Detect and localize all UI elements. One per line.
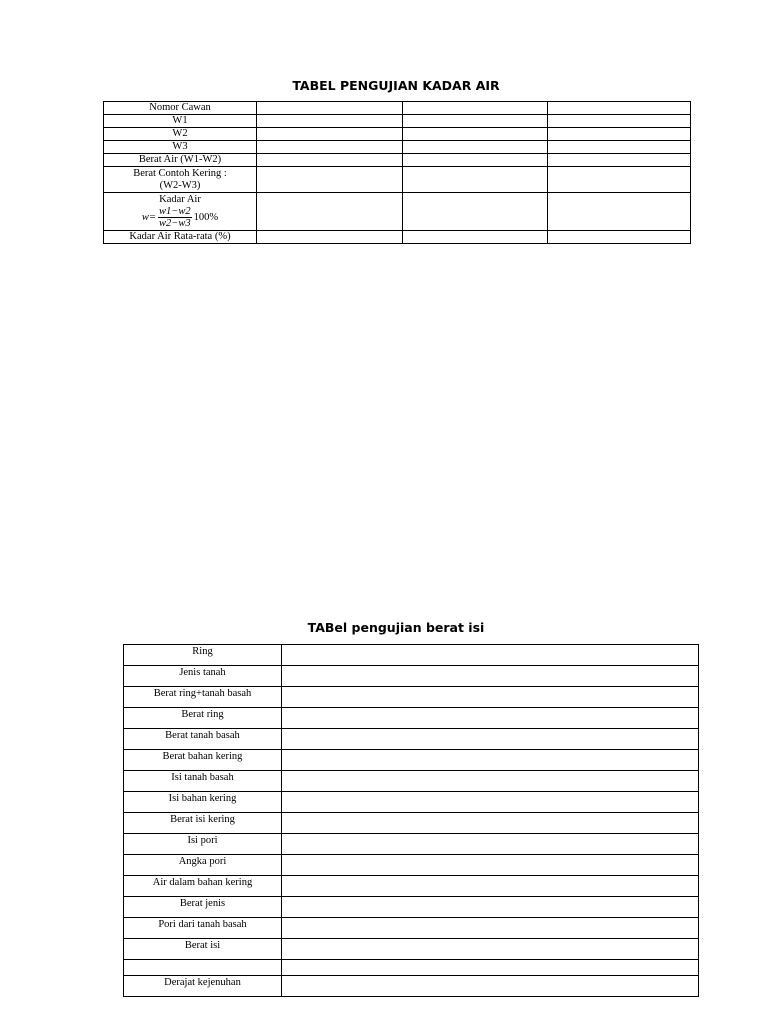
cell[interactable] — [282, 960, 699, 976]
cell[interactable] — [282, 834, 699, 855]
formula-denominator: w2−w3 — [159, 218, 191, 229]
row-label-w3: W3 — [104, 141, 257, 154]
cell[interactable] — [282, 645, 699, 666]
table-row — [104, 154, 691, 167]
cell[interactable] — [548, 193, 691, 231]
label-line: (W2-W3) — [159, 179, 201, 191]
label-line: Kadar Air — [159, 194, 201, 205]
table-row — [124, 897, 699, 918]
table-row — [124, 645, 699, 666]
table-row — [124, 855, 699, 876]
cell[interactable] — [548, 154, 691, 167]
table-row — [124, 813, 699, 834]
cell[interactable] — [548, 115, 691, 128]
row-label: Derajat kejenuhan — [124, 976, 282, 997]
cell[interactable] — [548, 167, 691, 193]
table-row — [124, 792, 699, 813]
row-label: Berat isi — [124, 939, 282, 960]
berat-isi-table — [123, 644, 699, 997]
row-label: Air dalam bahan kering — [124, 876, 282, 897]
cell[interactable] — [403, 167, 548, 193]
table-row — [124, 834, 699, 855]
cell[interactable] — [403, 128, 548, 141]
table-row — [124, 876, 699, 897]
row-label: Berat bahan kering — [124, 750, 282, 771]
table-row — [124, 687, 699, 708]
cell[interactable] — [548, 128, 691, 141]
row-label-berat-contoh-kering — [104, 167, 257, 193]
label-line: Berat Contoh Kering : — [133, 167, 227, 179]
cell[interactable] — [403, 193, 548, 231]
table-row — [124, 976, 699, 997]
row-label-w1: W1 — [104, 115, 257, 128]
table2-title: TABel pengujian berat isi — [307, 620, 485, 635]
row-label: Isi bahan kering — [124, 792, 282, 813]
cell[interactable] — [257, 102, 403, 115]
cell[interactable] — [282, 813, 699, 834]
table-row — [104, 231, 691, 244]
table-row — [124, 666, 699, 687]
cell[interactable] — [282, 750, 699, 771]
cell[interactable] — [282, 876, 699, 897]
row-label: Berat isi kering — [124, 813, 282, 834]
cell[interactable] — [282, 918, 699, 939]
cell[interactable] — [282, 729, 699, 750]
cell[interactable] — [282, 939, 699, 960]
cell[interactable] — [548, 231, 691, 244]
cell[interactable] — [257, 167, 403, 193]
cell[interactable] — [282, 792, 699, 813]
cell[interactable] — [282, 855, 699, 876]
table-row — [124, 708, 699, 729]
row-label-nomor-cawan: Nomor Cawan — [104, 102, 257, 115]
row-label: Jenis tanah — [124, 666, 282, 687]
table-row — [124, 918, 699, 939]
kadar-air-formula — [142, 206, 218, 229]
cell[interactable] — [282, 976, 699, 997]
cell[interactable] — [257, 231, 403, 244]
row-label: Isi tanah basah — [124, 771, 282, 792]
row-label — [124, 960, 282, 976]
table-row — [124, 750, 699, 771]
cell[interactable] — [403, 154, 548, 167]
table-row — [104, 167, 691, 193]
cell[interactable] — [403, 102, 548, 115]
table-row — [124, 960, 699, 976]
row-label: Isi pori — [124, 834, 282, 855]
table-row — [124, 729, 699, 750]
table-row — [104, 193, 691, 231]
row-label: Pori dari tanah basah — [124, 918, 282, 939]
row-label: Angka pori — [124, 855, 282, 876]
cell[interactable] — [403, 231, 548, 244]
row-label-kadar-air-rata: Kadar Air Rata-rata (%) — [104, 231, 257, 244]
row-label: Berat ring — [124, 708, 282, 729]
cell[interactable] — [257, 128, 403, 141]
table-row — [104, 102, 691, 115]
cell[interactable] — [257, 154, 403, 167]
cell[interactable] — [282, 708, 699, 729]
row-label-w2: W2 — [104, 128, 257, 141]
table-row — [124, 771, 699, 792]
row-label-berat-air: Berat Air (W1-W2) — [104, 154, 257, 167]
table-row — [104, 141, 691, 154]
cell[interactable] — [282, 687, 699, 708]
formula-numerator: w1−w2 — [159, 206, 191, 217]
row-label: Berat tanah basah — [124, 729, 282, 750]
cell[interactable] — [257, 141, 403, 154]
row-label: Berat ring+tanah basah — [124, 687, 282, 708]
formula-percent: 100% — [193, 211, 219, 223]
row-label: Ring — [124, 645, 282, 666]
table-row — [124, 939, 699, 960]
cell[interactable] — [282, 771, 699, 792]
cell[interactable] — [282, 666, 699, 687]
table-row — [104, 128, 691, 141]
row-label-kadar-air — [104, 193, 257, 231]
cell[interactable] — [548, 102, 691, 115]
cell[interactable] — [282, 897, 699, 918]
formula-lhs: w= — [141, 211, 156, 223]
table-row — [104, 115, 691, 128]
cell[interactable] — [403, 115, 548, 128]
cell[interactable] — [548, 141, 691, 154]
kadar-air-table — [103, 101, 691, 244]
table1-title: TABEL PENGUJIAN KADAR AIR — [292, 78, 500, 93]
formula-fraction — [158, 206, 192, 229]
cell[interactable] — [257, 193, 403, 231]
row-label: Berat jenis — [124, 897, 282, 918]
cell[interactable] — [403, 141, 548, 154]
cell[interactable] — [257, 115, 403, 128]
